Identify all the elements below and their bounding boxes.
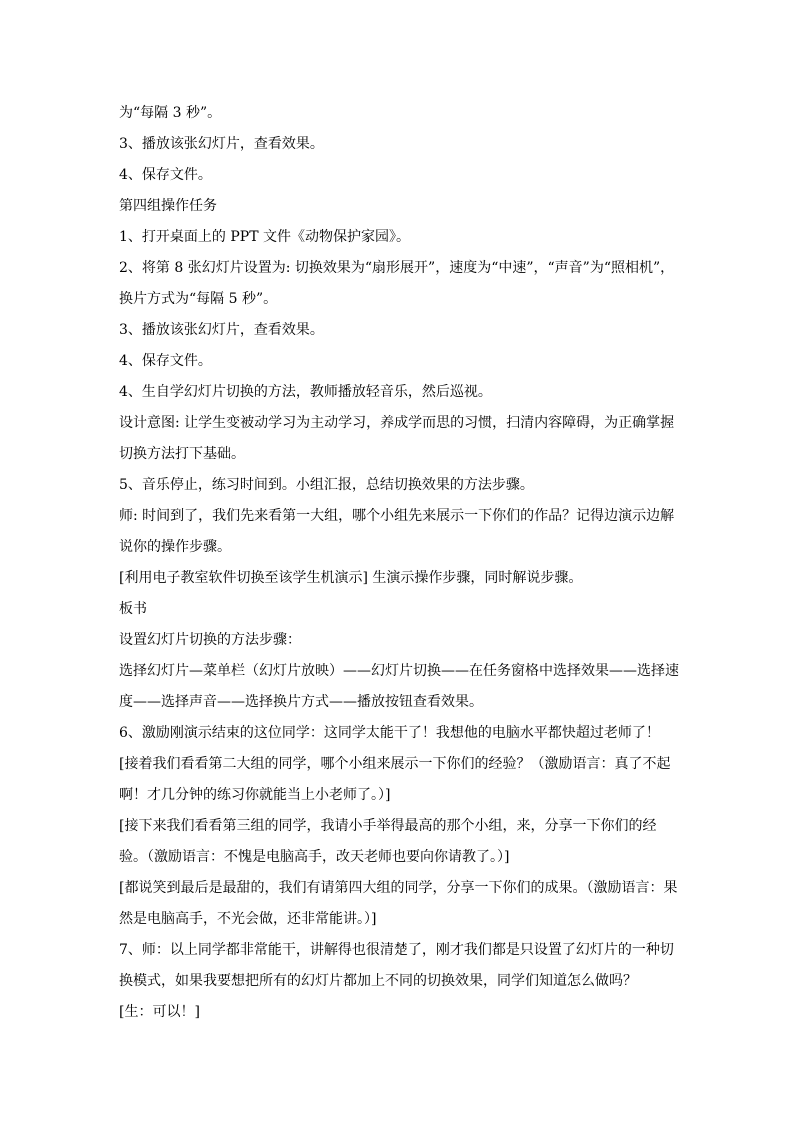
section-heading: 第四组操作任务 xyxy=(119,198,217,214)
paragraph: [接着我们看看第二大组的同学，哪个小组来展示一下你们的经验？（激励语言：真了不起啊！才几分钟的练习你就能当上小老师了。）] xyxy=(119,756,671,803)
paragraph: 为“每隔 3 秒”。 xyxy=(119,105,222,121)
paragraph: 1、打开桌面上的 PPT 文件《动物保护家园》。 xyxy=(119,229,410,245)
paragraph: [接下来我们看看第三组的同学，我请小手举得最高的那个小组，来，分享一下你们的经验。（激励语言：不愧是电脑高手，改天老师也要向你请教了。）] xyxy=(119,818,657,865)
paragraph: 7、师：以上同学都非常能干，讲解得也很清楚了，刚才我们都是只设置了幻灯片的一种切换模式，如果我要想把所有的幻灯片都加上不同的切换效果，同学们知道怎么做吗？ xyxy=(119,942,674,989)
paragraph: 设计意图: 让学生变被动学习为主动学习，养成学而思的习惯，扫清内容障碍，为正确掌握切换方法打下基础。 xyxy=(119,415,675,462)
paragraph: 5、音乐停止，练习时间到。小组汇报，总结切换效果的方法步骤。 xyxy=(119,477,534,493)
paragraph: 4、保存文件。 xyxy=(119,353,212,369)
paragraph: [都说笑到最后是最甜的，我们有请第四大组的同学，分享一下你们的成果。（激励语言：果然是电脑高手，不光会做，还非常能讲。）] xyxy=(119,880,678,927)
paragraph: 6、激励刚演示结束的这位同学：这同学太能干了！我想他的电脑水平都快超过老师了！ xyxy=(119,725,660,741)
paragraph: 2、将第 8 张幻灯片设置为: 切换效果为“扇形展开”，速度为“中速”，“声音”为“照相机”，换片方式为“每隔 5 秒”。 xyxy=(119,260,675,307)
section-heading: 板书 xyxy=(119,601,147,617)
paragraph: [生：可以！] xyxy=(119,1004,200,1020)
paragraph: 4、保存文件。 xyxy=(119,167,212,183)
paragraph: 选择幻灯片—菜单栏（幻灯片放映）——幻灯片切换——在任务窗格中选择效果——选择速度——选择声音——选择换片方式——播放按钮查看效果。 xyxy=(119,663,679,710)
paragraph: 师: 时间到了，我们先来看第一大组，哪个小组先来展示一下你们的作品？记得边演示边解说你的操作步骤。 xyxy=(119,508,675,555)
paragraph: 设置幻灯片切换的方法步骤： xyxy=(119,632,301,648)
document-page xyxy=(119,98,681,1028)
paragraph: [利用电子教室软件切换至该学生机演示] 生演示操作步骤，同时解说步骤。 xyxy=(119,570,583,586)
paragraph: 3、播放该张幻灯片，查看效果。 xyxy=(119,136,324,152)
paragraph: 3、播放该张幻灯片，查看效果。 xyxy=(119,322,324,338)
paragraph: 4、生自学幻灯片切换的方法，教师播放轻音乐，然后巡视。 xyxy=(119,384,492,400)
